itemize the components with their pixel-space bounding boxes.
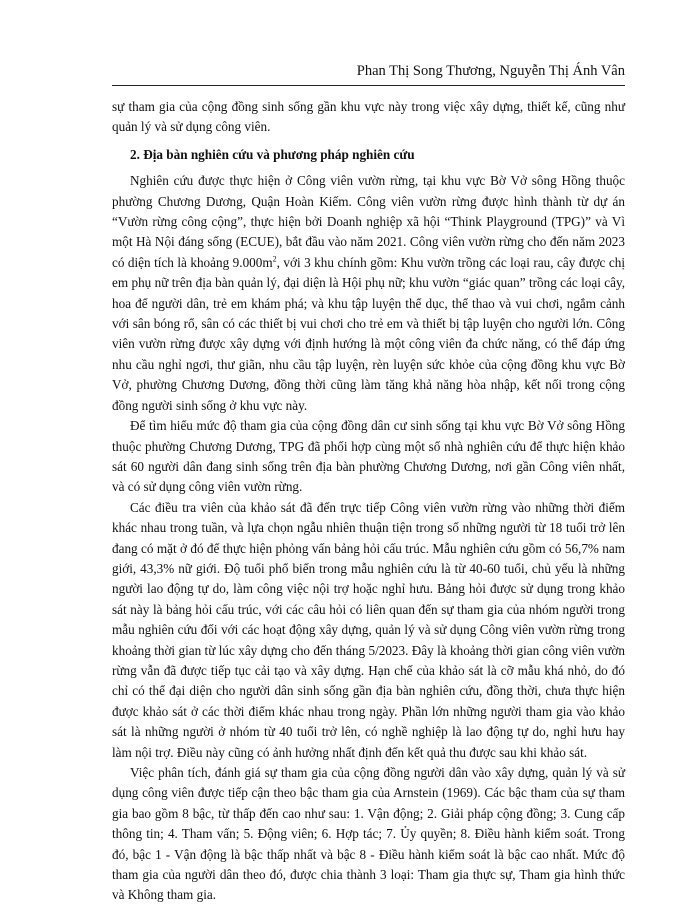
paragraph-survey-method: Các điều tra viên của khảo sát đã đến trực tiếp Công viên vườn rừng vào những thời điểm khác nhau trong tuần, và lựa chọn ngẫu nhiên thuận tiện trong số những người từ 18 tuổi trở lên đang có mặt ở đó để thực hiện phỏng vấn bảng hỏi cấu trúc. Mẫu nghiên cứu gồm có 56,7% nam giới, 43,3% nữ giới. Độ tuổi phổ biến trong mẫu nghiên cứu là từ 40-60 tuổi, chủ yếu là những người lao động tự do, làm công việc nội trợ hoặc nghỉ hưu. Bảng hỏi được sử dụng trong khảo sát này là bảng hỏi cấu trúc, với các câu hỏi có liên quan đến sự tham gia của nhóm người trong mẫu nghiên cứu đối với các hoạt động xây dựng, quản lý và sử dụng Công viên vườn rừng trong khoảng thời gian từ lúc xây dựng cho đến tháng 5/2023. Đây là khoảng thời gian công viên vườn rừng vẫn đã được tiếp tục cải tạo và xây dựng. Hạn chế của khảo sát là cỡ mẫu khá nhỏ, do đó chỉ có thể đại diện cho người dân sinh sống gần địa bàn nghiên cứu, đồng thời, chưa thực hiện được khảo sát ở các thời điểm khác nhau trong ngày. Phần lớn những người tham gia vào khảo sát là những người ở nhóm từ 40 tuổi trở lên, có nghề nghiệp là lao động tự do, nghỉ hưu hay làm nội trợ. Điều này cũng có ảnh hưởng nhất định đến kết quả thu được sau khi khảo sát. xyxy=(112,499,625,760)
area-unit-superscript: 2 xyxy=(272,254,277,264)
section-heading: 2. Địa bàn nghiên cứu và phương pháp nghiên cứu xyxy=(130,146,415,162)
paragraph-study-site-text-a: Nghiên cứu được thực hiện ở Công viên vườn rừng, tại khu vực Bờ Vở sông Hồng thuộc phường Chương Dương, Quận Hoàn Kiếm. Công viên vườn rừng được hình thành từ dự án “Vườn rừng công cộng”, thực hiện bởi Doanh nghiệp xã hội “Think Playground (TPG)” và Vì một Hà Nội đáng sống (ECUE), bắt đầu vào năm 2021. Công viên vườn rừng cho đến năm 2023 có diện tích là khoảng 9.000m xyxy=(112,173,625,270)
paragraph-survey-scope: Để tìm hiểu mức độ tham gia của cộng đồng dân cư sinh sống tại khu vực Bờ Vở sông Hồng thuộc phường Chương Dương, TPG đã phối hợp cùng một số nhà nghiên cứu để thực hiện khảo sát 60 người dân đang sinh sống trên địa bàn phường Chương Dương, nơi gần Công viên nhất, và có sử dụng công viên vườn rừng. xyxy=(112,418,625,495)
intro-paragraph-tail: sự tham gia của cộng đồng sinh sống gần khu vực này trong việc xây dựng, thiết kế, cũng như quản lý và sử dụng công viên. xyxy=(112,99,625,135)
article-body xyxy=(112,97,625,906)
paragraph-arnstein-ladder: Việc phân tích, đánh giá sự tham gia của cộng đồng người dân vào xây dựng, quản lý và sử dụng công viên được tiếp cận theo bậc tham gia của Arnstein (1969). Các bậc tham của sự tham gia bao gồm 8 bậc, từ thấp đến cao như sau: 1. Vận động; 2. Giải pháp cộng đồng; 3. Cung cấp thông tin; 4. Tham vấn; 5. Động viên; 6. Hợp tác; 7. Ủy quyền; 8. Điều hành kiểm soát. Trong đó, bậc 1 - Vận động là bậc thấp nhất và bậc 8 - Điều hành kiểm soát là bậc cao nhất. Mức độ tham gia của người dân theo đó, được chia thành 3 loại: Tham gia thực sự, Tham gia hình thức và Không tham gia. xyxy=(112,765,625,903)
paragraph-study-site-text-b: , với 3 khu chính gồm: Khu vườn trồng các loại rau, cây được chị em phụ nữ trên địa bàn quản lý, đại diện là Hội phụ nữ; khu vườn “giác quan” trồng các loại cây, hoa để người dân, trẻ em khám phá; và khu tập luyện thể dục, thể thao và vui chơi, ngắm cảnh với sân bóng rổ, sân có các thiết bị vui chơi cho trẻ em và thiết bị tập luyện cho người lớn. Công viên vườn rừng được xây dựng với định hướng là một công viên đa chức năng, có thể đáp ứng nhu cầu nghỉ ngơi, thư giãn, nhu cầu tập luyện, rèn luyện sức khỏe của cộng đồng khu vực Bờ Vở, phường Chương Dương, đồng thời cũng làm tăng khả năng hòa nhập, kết nối trong cộng đồng người sinh sống ở khu vực này. xyxy=(112,254,625,413)
running-header-authors: Phan Thị Song Thương, Nguyễn Thị Ánh Vân xyxy=(112,62,625,86)
document-page xyxy=(112,62,625,906)
paragraph-study-site xyxy=(112,171,625,416)
